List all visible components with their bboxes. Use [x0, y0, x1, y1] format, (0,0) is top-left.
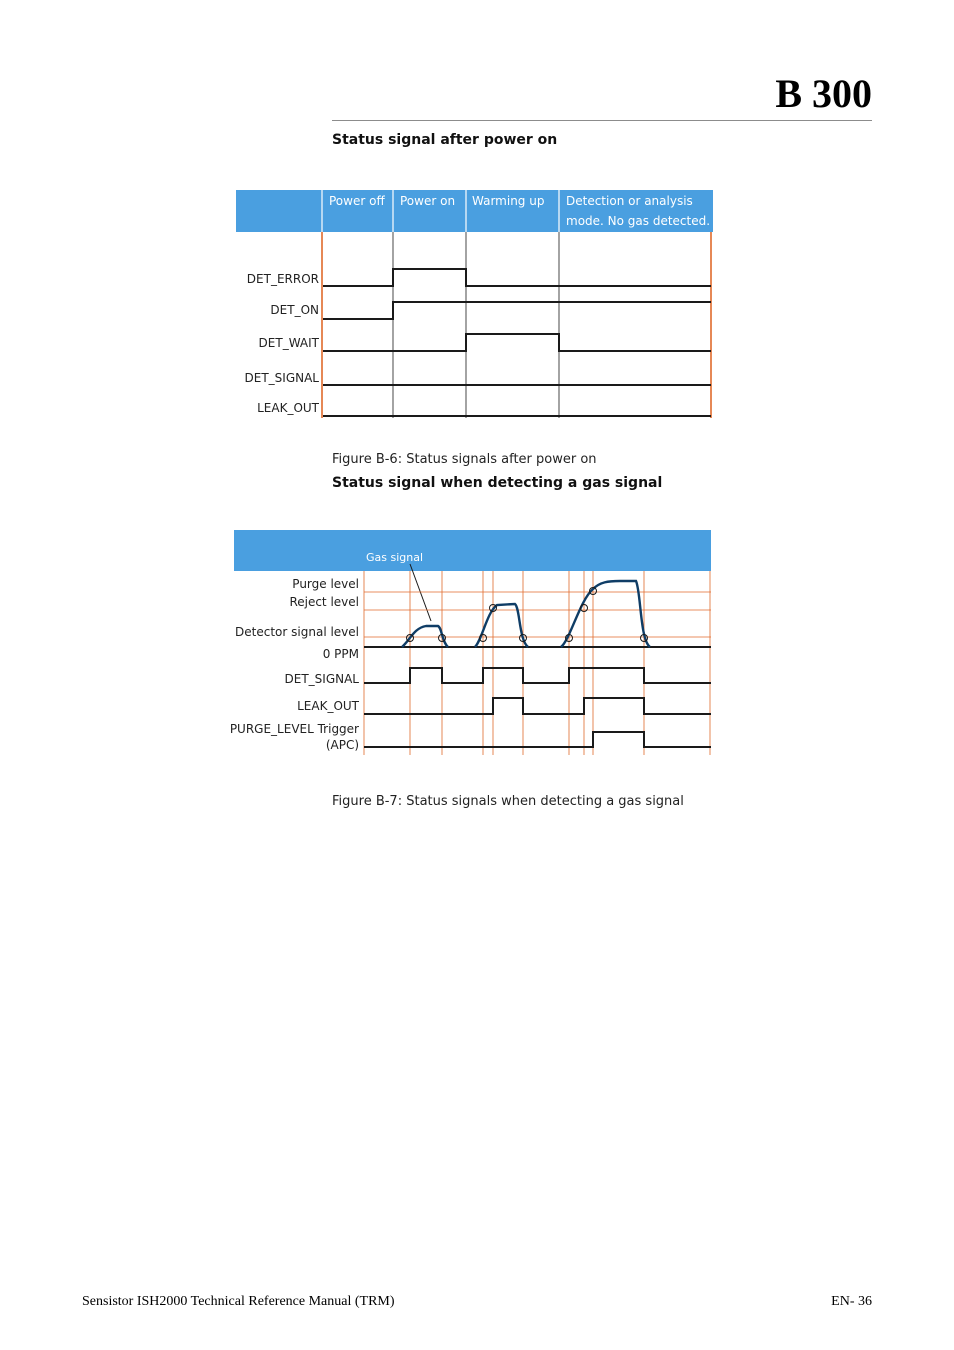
section-heading-power-on: Status signal after power on	[332, 132, 558, 148]
level-purge: Purge level	[292, 577, 359, 591]
fig2-header-bar	[234, 530, 711, 571]
wave-leak-out-2	[364, 698, 711, 714]
col-warming-up: Warming up	[472, 194, 545, 208]
wave-det-signal-2	[364, 668, 711, 683]
gas-signal-label: Gas signal	[366, 551, 424, 564]
signal-leak-out: LEAK_OUT	[257, 401, 319, 415]
signal-det-wait: DET_WAIT	[258, 336, 319, 350]
footer-title: Sensistor ISH2000 Technical Reference Manual (TRM)	[82, 1294, 395, 1309]
col-detection-2: mode. No gas detected.	[566, 214, 711, 228]
col-detection-1: Detection or analysis	[566, 194, 693, 208]
signal-det-signal-2: DET_SIGNAL	[284, 672, 359, 686]
signal-det-signal: DET_SIGNAL	[244, 371, 319, 385]
chapter-title: B 300	[775, 71, 872, 116]
figure-b7-caption: Figure B-7: Status signals when detecting a gas signal	[332, 794, 684, 809]
figure-b6-caption: Figure B-6: Status signals after power on	[332, 452, 597, 467]
signal-det-error: DET_ERROR	[246, 272, 319, 286]
signal-apc: (APC)	[325, 738, 359, 752]
signal-purge-level: PURGE_LEVEL Trigger	[229, 722, 359, 736]
level-0ppm: 0 PPM	[322, 647, 359, 661]
wave-purge-level	[364, 732, 711, 747]
level-detector-signal: Detector signal level	[235, 625, 359, 639]
gas-peak-1	[402, 626, 448, 647]
section-heading-gas-signal: Status signal when detecting a gas signal	[332, 475, 663, 491]
signal-det-on: DET_ON	[270, 303, 319, 317]
col-power-off: Power off	[329, 194, 385, 208]
gas-signal-pointer	[410, 564, 431, 621]
level-reject: Reject level	[289, 595, 359, 609]
footer-page-number: EN- 36	[831, 1294, 872, 1309]
col-power-on: Power on	[400, 194, 456, 208]
signal-leak-out-2: LEAK_OUT	[297, 699, 359, 713]
